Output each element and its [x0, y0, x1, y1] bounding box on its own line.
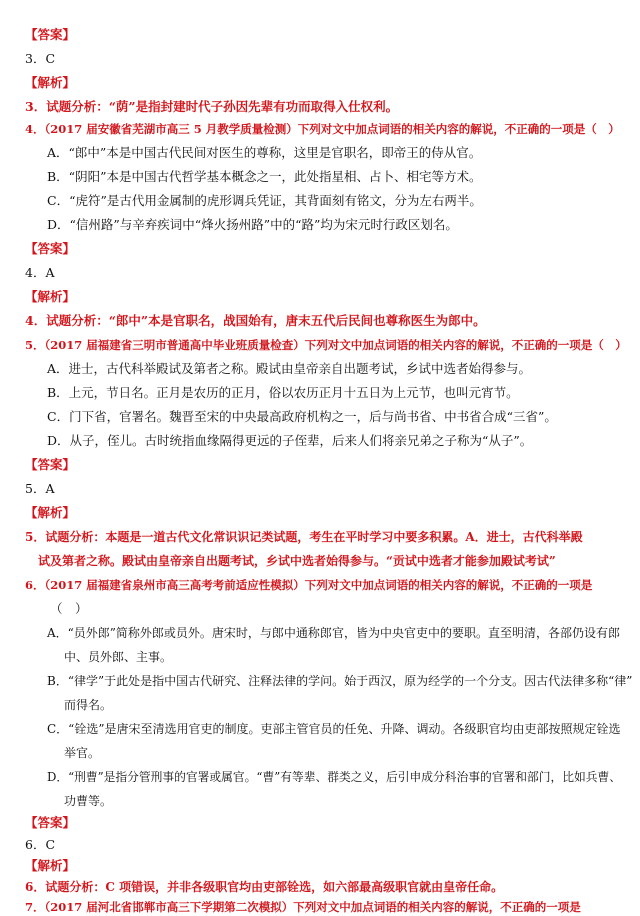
question-6-bracket: （ ）	[50, 601, 88, 616]
q5-option-c: C．门下省，官署名。魏晋至宋的中央最高政府机构之一，后与尚书省、中书省合成“三省”。	[47, 409, 557, 424]
question-4-text: 4．（2017 届安徽省芜湖市高三 5 月教学质量检测）下列对文中加点词语的相关内容的解说，不正确的一项是（ ）	[25, 122, 620, 136]
answer-5: 5．A	[25, 481, 55, 496]
q4-option-b: B．“阴阳”本是中国古代哲学基本概念之一，此处指星相、占卜、相宅等方术。	[47, 169, 482, 184]
analysis-5-line1: 5．试题分析：本题是一道古代文化常识识记类试题，考生在平时学习中要多积累。A．进士，古代科举殿	[25, 530, 583, 544]
answer-header: 【答案】	[25, 815, 76, 830]
answer-4: 4．A	[25, 265, 55, 280]
answer-header: 【答案】	[25, 27, 76, 42]
question-6: 6．（2017 届福建省泉州市高三高考考前适应性模拟）下列对文中加点词语的相关内容的解说，不正确的一项是	[25, 578, 593, 592]
q6-option-d-line1: D．“刑曹”是指分管刑事的官署或属官。“曹”有等辈、群类之义，后引申成分科治事的官署和部门，比如兵曹、	[47, 770, 621, 784]
q6-option-b-line2: 而得名。	[64, 698, 113, 712]
answer-3: 3．C	[25, 51, 56, 66]
analysis-3: 3．试题分析：“荫”是指封建时代子孙因先辈有功而取得入仕权利。	[25, 99, 399, 114]
question-4	[25, 120, 620, 138]
q6-option-d-line2: 功曹等。	[64, 794, 113, 808]
analysis-header: 【解析】	[25, 858, 76, 873]
q4-option-c: C．“虎符”是古代用金属制的虎形调兵凭证，其背面刻有铭文，分为左右两半。	[47, 193, 482, 208]
analysis-6: 6．试题分析：C 项错误，并非各级职官均由吏部铨选，如六部最高级职官就由皇帝任命。	[25, 880, 504, 894]
q6-option-c-line1: C．“铨选”是唐宋至清选用官吏的制度。吏部主管官员的任免、升降、调动。各级职官均由吏部按照规定铨选	[47, 722, 621, 736]
q5-option-d: D．从子，侄儿。古时统指血缘隔得更远的子侄辈，后来人们将亲兄弟之子称为“从子”。	[47, 433, 533, 448]
q4-option-a: A．“郎中”本是中国古代民间对医生的尊称，这里是官职名，即帝王的侍从官。	[47, 145, 482, 160]
analysis-header: 【解析】	[25, 75, 76, 90]
answer-header: 【答案】	[25, 457, 76, 472]
q4-option-d: D．“信州路”与辛弃疾词中“烽火扬州路”中的“路”均为宋元时行政区划名。	[47, 217, 458, 232]
q6-option-b-line1: B．“律学”于此处是指中国古代研究、注释法律的学问。始于西汉，原为经学的一个分支。因古代法律多称“律”	[47, 674, 633, 688]
q6-option-a-line2: 中、员外郎、主事。	[64, 650, 173, 664]
q6-option-c-line2: 举官。	[64, 746, 101, 760]
question-7: 7．（2017 届河北省邯郸市高三下学期第二次模拟）下列对文中加点词语的相关内容的解说，不正确的一项是	[25, 900, 581, 914]
q5-option-b: B．上元，节日名。正月是农历的正月，俗以农历正月十五日为上元节，也叫元宵节。	[47, 385, 519, 400]
answer-6: 6．C	[25, 837, 56, 852]
q5-option-a: A．进士，古代科举殿试及第者之称。殿试由皇帝亲自出题考试，乡试中选者始得参与。	[47, 361, 532, 376]
analysis-header: 【解析】	[25, 289, 76, 304]
answer-header: 【答案】	[25, 241, 76, 256]
analysis-header: 【解析】	[25, 505, 76, 520]
q6-option-a-line1: A．“员外郎”简称外郎或员外。唐宋时，与郎中通称郎官，皆为中央官吏中的要职。直至明清，各部仍设有郎	[47, 626, 620, 640]
analysis-5-line2: 试及第者之称。殿试由皇帝亲自出题考试，乡试中选者始得参与。“贡试中选者才能参加殿试考试”	[38, 554, 556, 568]
analysis-4: 4．试题分析：“郎中”本是官职名，战国始有，唐末五代后民间也尊称医生为郎中。	[25, 313, 486, 328]
question-5: 5．（2017 届福建省三明市普通高中毕业班质量检查）下列对文中加点词语的相关内容的解说，不正确的一项是（ ）	[25, 338, 627, 352]
